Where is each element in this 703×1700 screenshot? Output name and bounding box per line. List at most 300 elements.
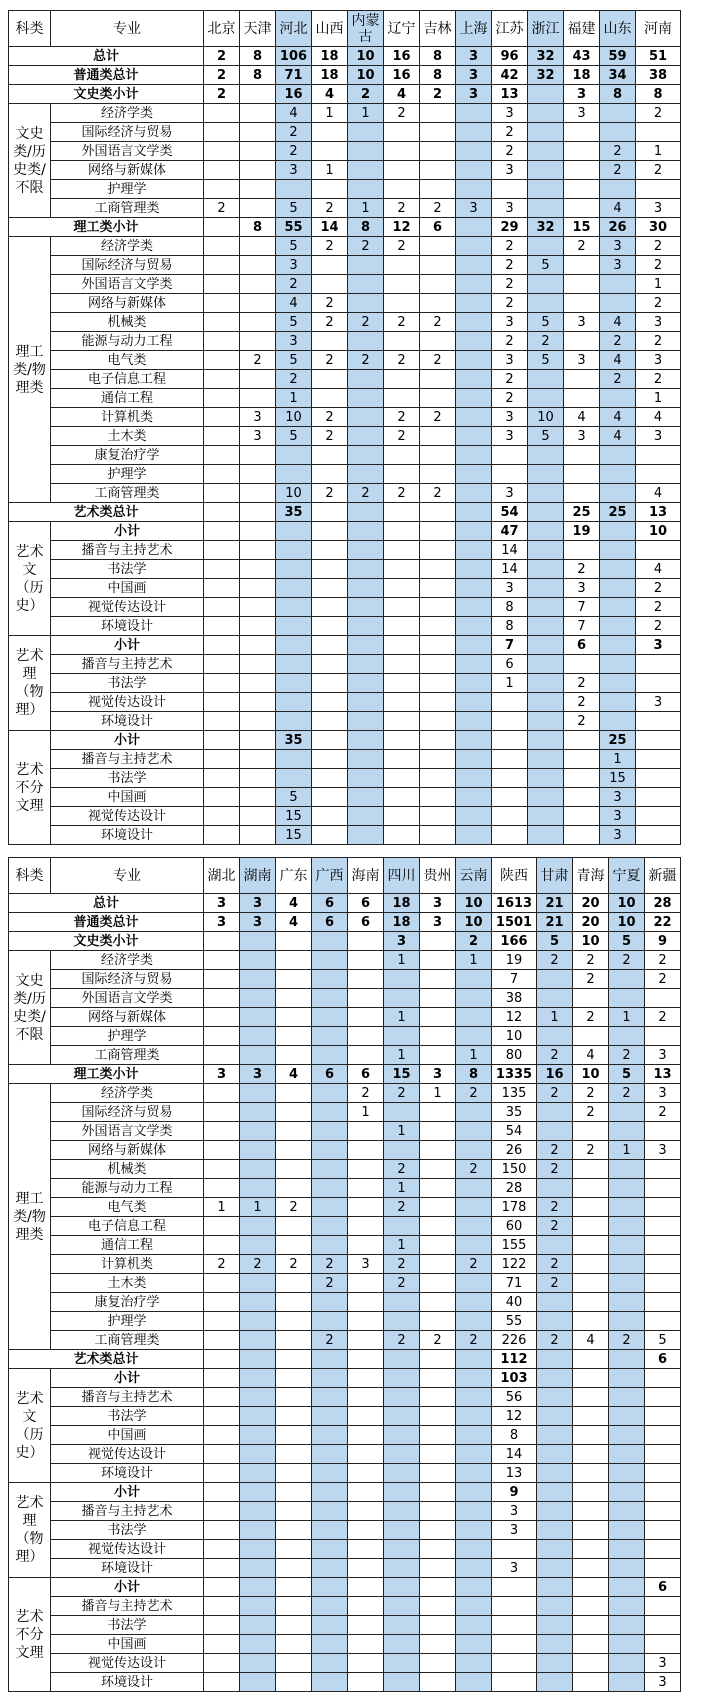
province-header: 山西 xyxy=(312,11,348,47)
value-cell xyxy=(384,446,420,465)
value-cell: 10 xyxy=(573,932,609,951)
value-cell xyxy=(240,1027,276,1046)
value-cell: 3 xyxy=(636,351,681,370)
value-cell xyxy=(276,1673,312,1692)
value-cell xyxy=(204,1217,240,1236)
value-cell xyxy=(204,256,240,275)
province-header: 贵州 xyxy=(420,858,456,894)
value-cell xyxy=(537,1027,573,1046)
major-label: 计算机类 xyxy=(51,1255,204,1274)
row-label: 总计 xyxy=(9,894,204,913)
value-cell xyxy=(204,1635,240,1654)
value-cell xyxy=(348,1008,384,1027)
value-cell xyxy=(456,1635,492,1654)
value-cell xyxy=(312,142,348,161)
value-cell xyxy=(204,1331,240,1350)
value-cell: 3 xyxy=(600,807,636,826)
value-cell xyxy=(312,256,348,275)
value-cell xyxy=(420,1559,456,1578)
value-cell xyxy=(456,750,492,769)
value-cell xyxy=(573,1616,609,1635)
value-cell xyxy=(204,446,240,465)
value-cell xyxy=(384,1483,420,1502)
value-cell xyxy=(456,598,492,617)
major-label: 经济学类 xyxy=(51,237,204,256)
value-cell: 3 xyxy=(600,256,636,275)
value-cell xyxy=(492,1616,537,1635)
table-row xyxy=(9,123,681,142)
value-cell xyxy=(537,1616,573,1635)
value-cell xyxy=(528,655,564,674)
value-cell: 16 xyxy=(537,1065,573,1084)
value-cell xyxy=(537,1673,573,1692)
value-cell xyxy=(348,970,384,989)
value-cell: 1 xyxy=(537,1008,573,1027)
major-label: 外国语言文学类 xyxy=(51,989,204,1008)
major-label: 机械类 xyxy=(51,313,204,332)
value-cell xyxy=(240,1597,276,1616)
value-cell: 6 xyxy=(312,913,348,932)
value-cell: 1 xyxy=(609,1008,645,1027)
value-cell xyxy=(537,1559,573,1578)
value-cell xyxy=(636,750,681,769)
value-cell: 15 xyxy=(384,1065,420,1084)
major-label: 播音与主持艺术 xyxy=(51,1502,204,1521)
value-cell xyxy=(204,655,240,674)
value-cell xyxy=(537,1464,573,1483)
value-cell xyxy=(528,294,564,313)
value-cell xyxy=(420,1502,456,1521)
value-cell: 2 xyxy=(384,199,420,218)
value-cell: 1 xyxy=(609,1141,645,1160)
value-cell: 32 xyxy=(528,218,564,237)
value-cell: 2 xyxy=(312,1255,348,1274)
value-cell: 15 xyxy=(276,826,312,845)
value-cell xyxy=(492,446,528,465)
value-cell xyxy=(204,161,240,180)
value-cell xyxy=(609,1445,645,1464)
value-cell: 3 xyxy=(564,579,600,598)
table-row xyxy=(9,1236,681,1255)
value-cell xyxy=(573,1369,609,1388)
table-row xyxy=(9,769,681,788)
value-cell xyxy=(240,104,276,123)
value-cell xyxy=(573,1673,609,1692)
value-cell: 1 xyxy=(312,161,348,180)
value-cell xyxy=(609,1464,645,1483)
value-cell: 19 xyxy=(564,522,600,541)
value-cell: 5 xyxy=(276,237,312,256)
value-cell xyxy=(420,465,456,484)
major-label: 书法学 xyxy=(51,560,204,579)
major-label: 播音与主持艺术 xyxy=(51,1597,204,1616)
major-label: 护理学 xyxy=(51,180,204,199)
value-cell xyxy=(240,1369,276,1388)
value-cell xyxy=(204,237,240,256)
value-cell: 3 xyxy=(492,484,528,503)
category-label: 艺术不分文理 xyxy=(9,1578,51,1692)
value-cell: 2 xyxy=(492,389,528,408)
value-cell xyxy=(240,256,276,275)
row-label: 总计 xyxy=(9,47,204,66)
value-cell: 4 xyxy=(573,1046,609,1065)
value-cell xyxy=(573,1027,609,1046)
value-cell: 2 xyxy=(420,199,456,218)
value-cell xyxy=(420,598,456,617)
value-cell: 4 xyxy=(276,1065,312,1084)
value-cell xyxy=(384,1426,420,1445)
value-cell: 2 xyxy=(312,427,348,446)
value-cell xyxy=(204,1464,240,1483)
value-cell: 2 xyxy=(492,275,528,294)
value-cell xyxy=(348,598,384,617)
value-cell: 15 xyxy=(276,807,312,826)
value-cell xyxy=(456,579,492,598)
major-label: 小计 xyxy=(51,1578,204,1597)
value-cell xyxy=(348,256,384,275)
value-cell: 1 xyxy=(348,199,384,218)
value-cell xyxy=(645,1160,681,1179)
major-label: 播音与主持艺术 xyxy=(51,655,204,674)
value-cell xyxy=(609,1236,645,1255)
value-cell: 1 xyxy=(636,389,681,408)
value-cell: 4 xyxy=(276,104,312,123)
value-cell xyxy=(276,674,312,693)
value-cell xyxy=(204,1084,240,1103)
value-cell xyxy=(564,123,600,142)
value-cell xyxy=(528,826,564,845)
value-cell xyxy=(609,1160,645,1179)
major-label: 工商管理类 xyxy=(51,484,204,503)
value-cell: 3 xyxy=(276,332,312,351)
value-cell xyxy=(204,503,240,522)
value-cell xyxy=(276,1160,312,1179)
province-header: 湖北 xyxy=(204,858,240,894)
value-cell xyxy=(609,1597,645,1616)
value-cell xyxy=(204,408,240,427)
value-cell xyxy=(600,522,636,541)
value-cell: 21 xyxy=(537,894,573,913)
value-cell: 19 xyxy=(492,951,537,970)
major-label: 小计 xyxy=(51,731,204,750)
value-cell xyxy=(537,989,573,1008)
value-cell xyxy=(528,731,564,750)
category-label: 艺术不分文理 xyxy=(9,731,51,845)
value-cell xyxy=(456,788,492,807)
value-cell: 8 xyxy=(240,47,276,66)
value-cell xyxy=(573,1236,609,1255)
value-cell xyxy=(204,807,240,826)
value-cell xyxy=(240,1616,276,1635)
table-row xyxy=(9,370,681,389)
value-cell: 71 xyxy=(276,66,312,85)
value-cell: 8 xyxy=(492,598,528,617)
value-cell: 2 xyxy=(645,970,681,989)
value-cell: 3 xyxy=(492,351,528,370)
value-cell xyxy=(276,446,312,465)
value-cell xyxy=(204,1616,240,1635)
value-cell xyxy=(645,1312,681,1331)
value-cell: 1 xyxy=(348,1103,384,1122)
value-cell: 5 xyxy=(528,427,564,446)
value-cell: 28 xyxy=(645,894,681,913)
value-cell: 6 xyxy=(420,218,456,237)
value-cell xyxy=(240,180,276,199)
summary-row xyxy=(9,522,681,541)
value-cell: 12 xyxy=(492,1407,537,1426)
major-label: 护理学 xyxy=(51,1027,204,1046)
row-label: 理工类小计 xyxy=(9,218,204,237)
value-cell xyxy=(537,1179,573,1198)
table-row xyxy=(9,1103,681,1122)
value-cell: 1 xyxy=(204,1198,240,1217)
value-cell: 2 xyxy=(240,351,276,370)
value-cell: 2 xyxy=(348,313,384,332)
value-cell: 5 xyxy=(537,932,573,951)
value-cell xyxy=(204,123,240,142)
value-cell xyxy=(312,1198,348,1217)
value-cell xyxy=(420,1464,456,1483)
value-cell xyxy=(456,826,492,845)
value-cell xyxy=(384,970,420,989)
value-cell xyxy=(240,275,276,294)
value-cell xyxy=(204,693,240,712)
value-cell xyxy=(240,1274,276,1293)
value-cell: 106 xyxy=(276,47,312,66)
value-cell: 2 xyxy=(312,1331,348,1350)
value-cell xyxy=(348,1540,384,1559)
value-cell xyxy=(420,1274,456,1293)
value-cell: 22 xyxy=(645,913,681,932)
value-cell xyxy=(537,1388,573,1407)
value-cell xyxy=(240,989,276,1008)
value-cell: 1501 xyxy=(492,913,537,932)
value-cell xyxy=(348,1331,384,1350)
value-cell xyxy=(564,446,600,465)
value-cell xyxy=(348,1464,384,1483)
value-cell xyxy=(348,1407,384,1426)
value-cell xyxy=(348,1445,384,1464)
value-cell xyxy=(420,1426,456,1445)
value-cell xyxy=(204,351,240,370)
value-cell xyxy=(312,1464,348,1483)
value-cell: 3 xyxy=(204,913,240,932)
major-header: 专业 xyxy=(51,11,204,47)
value-cell xyxy=(348,1312,384,1331)
category-label: 理工类/物理类 xyxy=(9,237,51,503)
value-cell: 3 xyxy=(276,256,312,275)
value-cell xyxy=(456,1445,492,1464)
value-cell xyxy=(456,313,492,332)
value-cell: 6 xyxy=(312,1065,348,1084)
value-cell: 10 xyxy=(573,1065,609,1084)
value-cell: 1 xyxy=(492,674,528,693)
value-cell xyxy=(204,332,240,351)
value-cell: 2 xyxy=(600,142,636,161)
value-cell: 10 xyxy=(636,522,681,541)
value-cell: 2 xyxy=(564,674,600,693)
value-cell: 1 xyxy=(384,1008,420,1027)
value-cell: 3 xyxy=(240,913,276,932)
value-cell: 3 xyxy=(276,161,312,180)
value-cell xyxy=(537,1635,573,1654)
table-row xyxy=(9,655,681,674)
value-cell xyxy=(528,161,564,180)
table-row xyxy=(9,1559,681,1578)
value-cell xyxy=(456,1483,492,1502)
value-cell xyxy=(312,1103,348,1122)
value-cell xyxy=(636,731,681,750)
value-cell: 3 xyxy=(420,913,456,932)
value-cell xyxy=(645,1445,681,1464)
value-cell xyxy=(312,1502,348,1521)
value-cell xyxy=(276,712,312,731)
value-cell: 2 xyxy=(492,256,528,275)
value-cell: 55 xyxy=(276,218,312,237)
value-cell xyxy=(492,1540,537,1559)
value-cell xyxy=(240,693,276,712)
value-cell xyxy=(600,446,636,465)
value-cell xyxy=(528,142,564,161)
value-cell xyxy=(537,1350,573,1369)
value-cell xyxy=(528,712,564,731)
table-row xyxy=(9,1160,681,1179)
value-cell xyxy=(492,1654,537,1673)
major-label: 环境设计 xyxy=(51,1464,204,1483)
value-cell xyxy=(204,1274,240,1293)
value-cell xyxy=(276,1179,312,1198)
value-cell: 10 xyxy=(492,1027,537,1046)
value-cell: 2 xyxy=(537,951,573,970)
category-header: 科类 xyxy=(9,858,51,894)
value-cell: 25 xyxy=(600,503,636,522)
value-cell: 1 xyxy=(348,104,384,123)
value-cell: 3 xyxy=(492,1559,537,1578)
value-cell xyxy=(240,1008,276,1027)
value-cell xyxy=(240,370,276,389)
value-cell xyxy=(564,199,600,218)
value-cell xyxy=(240,1236,276,1255)
major-label: 经济学类 xyxy=(51,104,204,123)
value-cell xyxy=(456,712,492,731)
value-cell xyxy=(240,1179,276,1198)
value-cell xyxy=(312,970,348,989)
value-cell xyxy=(348,1027,384,1046)
value-cell xyxy=(276,465,312,484)
value-cell xyxy=(240,85,276,104)
value-cell xyxy=(456,256,492,275)
value-cell xyxy=(204,636,240,655)
value-cell xyxy=(348,275,384,294)
value-cell xyxy=(312,1673,348,1692)
value-cell xyxy=(348,180,384,199)
value-cell xyxy=(384,1502,420,1521)
value-cell: 4 xyxy=(600,427,636,446)
value-cell: 60 xyxy=(492,1217,537,1236)
value-cell xyxy=(645,1369,681,1388)
value-cell xyxy=(492,1578,537,1597)
major-label: 视觉传达设计 xyxy=(51,807,204,826)
summary-row xyxy=(9,636,681,655)
value-cell xyxy=(537,1578,573,1597)
value-cell: 8 xyxy=(456,1065,492,1084)
value-cell xyxy=(240,655,276,674)
value-cell xyxy=(609,1483,645,1502)
value-cell xyxy=(312,446,348,465)
value-cell: 5 xyxy=(528,313,564,332)
value-cell: 135 xyxy=(492,1084,537,1103)
value-cell: 3 xyxy=(492,579,528,598)
value-cell xyxy=(456,389,492,408)
value-cell xyxy=(609,1274,645,1293)
value-cell xyxy=(384,389,420,408)
value-cell xyxy=(456,237,492,256)
province-header: 吉林 xyxy=(420,11,456,47)
table-row xyxy=(9,1654,681,1673)
value-cell xyxy=(204,1521,240,1540)
value-cell xyxy=(609,1407,645,1426)
value-cell xyxy=(645,1597,681,1616)
value-cell xyxy=(276,1236,312,1255)
value-cell xyxy=(609,1027,645,1046)
value-cell: 2 xyxy=(276,142,312,161)
table-row xyxy=(9,788,681,807)
value-cell xyxy=(204,1236,240,1255)
value-cell xyxy=(645,1540,681,1559)
major-label: 工商管理类 xyxy=(51,1046,204,1065)
value-cell xyxy=(573,989,609,1008)
value-cell xyxy=(456,275,492,294)
value-cell: 2 xyxy=(492,123,528,142)
value-cell xyxy=(276,579,312,598)
value-cell xyxy=(384,989,420,1008)
value-cell xyxy=(312,1160,348,1179)
value-cell xyxy=(645,1616,681,1635)
value-cell xyxy=(204,1179,240,1198)
value-cell xyxy=(384,1445,420,1464)
value-cell: 2 xyxy=(420,1331,456,1350)
value-cell: 30 xyxy=(636,218,681,237)
enrollment-table-2 xyxy=(8,857,681,1692)
value-cell: 2 xyxy=(348,351,384,370)
value-cell: 7 xyxy=(492,636,528,655)
value-cell xyxy=(312,275,348,294)
value-cell: 2 xyxy=(348,237,384,256)
major-label: 中国画 xyxy=(51,1635,204,1654)
value-cell xyxy=(564,142,600,161)
value-cell xyxy=(204,294,240,313)
value-cell xyxy=(204,1445,240,1464)
value-cell xyxy=(240,731,276,750)
value-cell xyxy=(456,541,492,560)
value-cell xyxy=(645,1293,681,1312)
value-cell xyxy=(276,1635,312,1654)
value-cell xyxy=(564,541,600,560)
value-cell xyxy=(240,1331,276,1350)
value-cell xyxy=(537,1597,573,1616)
value-cell: 3 xyxy=(564,85,600,104)
value-cell xyxy=(573,1426,609,1445)
value-cell xyxy=(600,636,636,655)
major-label: 国际经济与贸易 xyxy=(51,970,204,989)
value-cell xyxy=(384,750,420,769)
value-cell xyxy=(204,1122,240,1141)
value-cell xyxy=(384,465,420,484)
value-cell: 3 xyxy=(240,894,276,913)
province-header: 云南 xyxy=(456,858,492,894)
value-cell: 1 xyxy=(600,750,636,769)
value-cell: 8 xyxy=(492,617,528,636)
